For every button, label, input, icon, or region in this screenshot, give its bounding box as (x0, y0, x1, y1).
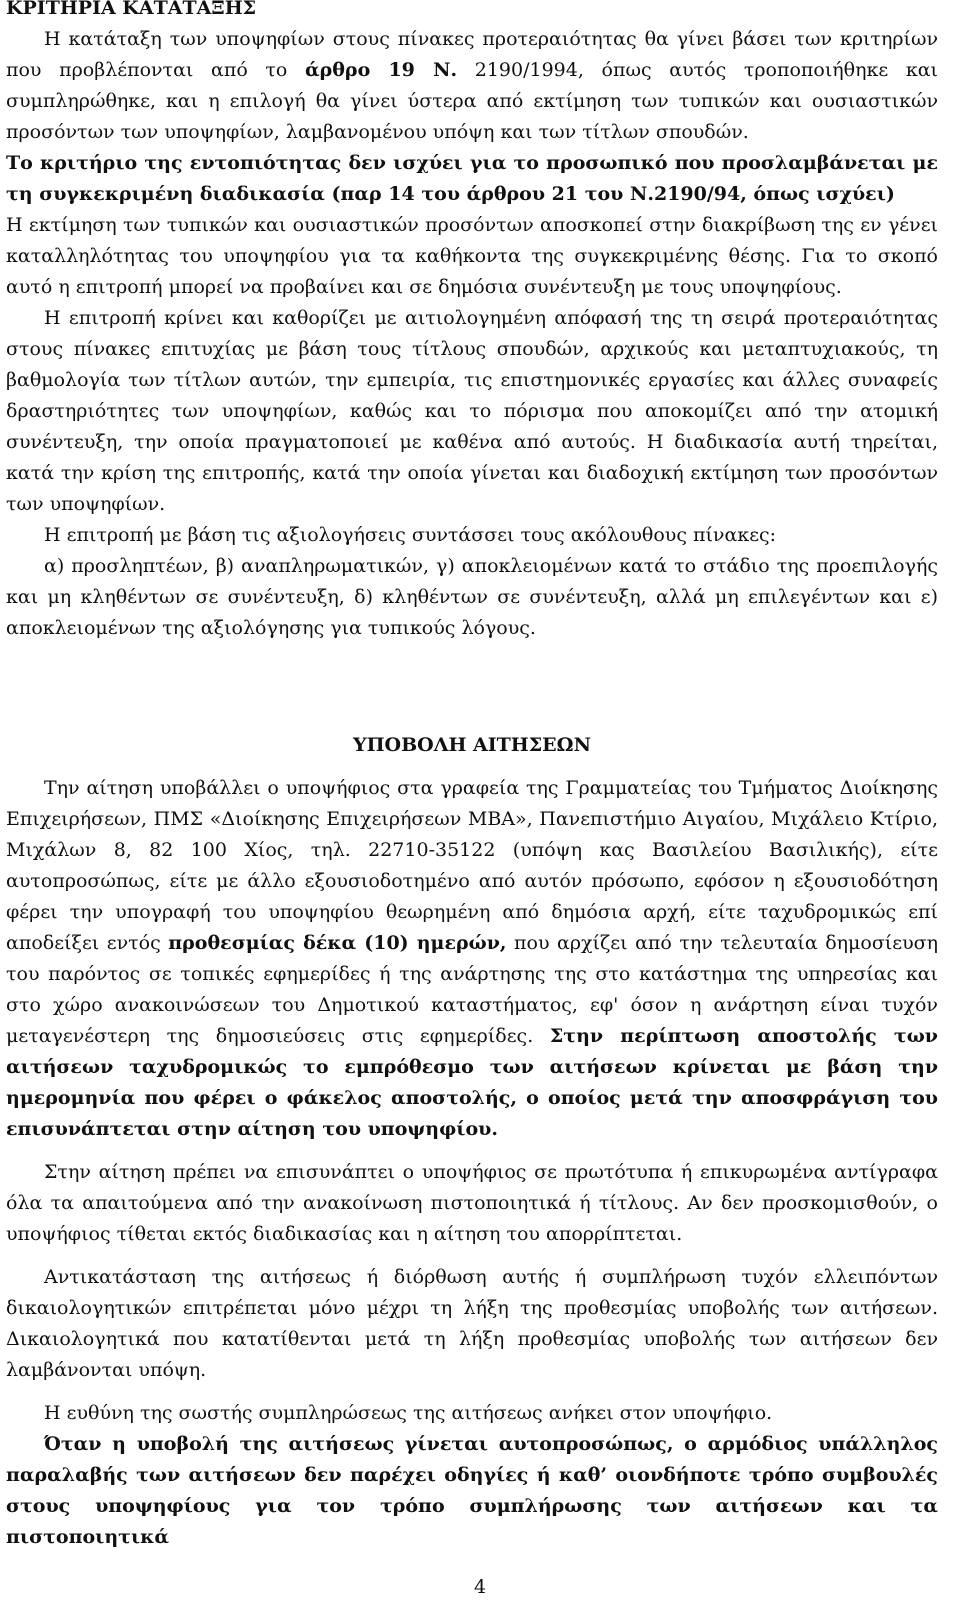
text-run: Η κατάταξη των υποψηφίων στους πίνακες προτεραιότητας θα γίνει βάσει των κριτηρίων που προβλέπονται από το (6, 28, 938, 81)
section-heading-criteria: ΚΡΙΤΗΡΙΑ ΚΑΤΑΤΑΞΗΣ (6, 0, 257, 19)
paragraph-qualifications: Η εκτίμηση των τυπικών και ουσιαστικών προσόντων αποσκοπεί στην διακρίβωση της εν γένει καταλληλότητας του υποψηφίου για τα καθήκοντα της συγκεκριμένης θέσης. Για το σκοπό αυτό η επιτροπή μπορεί να προβαίνει και σε δημόσια συνέντευξη με τους υποψηφίους. (6, 214, 938, 298)
paragraph-in-person-submission: Όταν η υποβολή της αιτήσεως γίνεται αυτοπροσώπως, ο αρμόδιος υπάλληλος παραλαβής των αιτήσεων δεν παρέχει οδηγίες ή καθ’ οιονδήποτε τρόπο συμβουλές στους υποψηφίους για τον τρόπο συμπλήρωσης των αιτήσεων και τα πιστοποιητικά (6, 1433, 938, 1548)
paragraph-tables-list: α) προσληπτέων, β) αναπληρωματικών, γ) αποκλειομένων κατά το στάδιο της προεπιλογής και μη κληθέντων σε συνέντευξη, δ) κληθέντων σε συνέντευξη, αλλά μη επιλεγέντων και ε) αποκλειομένων της αξιολόγησης για τυπικούς λόγους. (6, 555, 938, 639)
paragraph-locality-criterion: Το κριτήριο της εντοπιότητας δεν ισχύει για το προσωπικό που προσλαμβάνεται με τη συγκεκριμένη διαδικασία (παρ 14 του άρθρου 21 του Ν.2190/94, όπως ισχύει) (6, 152, 938, 205)
page-number: 4 (473, 1576, 487, 1598)
text-run: 2190/1994, όπως αυτός τροποποιήθηκε και συμπληρώθηκε, και η επιλογή θα γίνει ύστερα από εκτίμηση των τυπικών και ουσιαστικών προσόντων των υποψηφίων, λαμβανομένου υπόψη και των τίτλων σπουδών. (6, 59, 939, 143)
paragraph-submission (6, 773, 938, 1145)
paragraph-responsibility: Η ευθύνη της σωστής συμπληρώσεως της αιτήσεως ανήκει στον υποψήφιο. (44, 1402, 773, 1424)
text-run: Την αίτηση υποβάλλει ο υποψήφιος στα γραφεία της Γραμματείας του Τμήματος Διοίκησης Επιχειρήσεων, ΠΜΣ «Διοίκησης Επιχειρήσεων MBA», Πανεπιστήμιο Αιγαίου, Μιχάλειο Κτίριο, Μιχάλων 8, 82 100 Χίος, τηλ. 22710-35122 (υπόψη κας Βασιλείου Βασιλικής), είτε αυτοπροσώπως, είτε με άλλο εξουσιοδοτημένο από αυτόν πρόσωπο, εφόσον η εξουσιοδότηση φέρει την υπογραφή του υποψηφίου θεωρημένη από δημόσια αρχή, είτε ταχυδρομικώς επί αποδείξει εντός (6, 777, 938, 954)
paragraph-attachments: Στην αίτηση πρέπει να επισυνάπτει ο υποψήφιος σε πρωτότυπα ή επικυρωμένα αντίγραφα όλα τα απαιτούμενα από την ανακοίνωση πιστοποιητικά ή τίτλους. Αν δεν προσκομισθούν, ο υποψήφιος τίθεται εκτός διαδικασίας και η αίτηση του απορρίπτεται. (6, 1161, 938, 1245)
bold-text-run: προθεσμίας δέκα (10) ημερών, (168, 932, 507, 954)
bold-text-run: Στην περίπτωση αποστολής των αιτήσεων ταχυδρομικώς το εμπρόθεσμο των αιτήσεων κρίνεται με βάση την ημερομηνία που φέρει ο φάκελος αποστολής, ο οποίος μετά την αποσφράγιση του επισυνάπτεται στην αίτηση του υποψηφίου. (6, 1025, 938, 1140)
section-heading-submission: ΥΠΟΒΟΛΗ ΑΙΤΗΣΕΩΝ (353, 734, 591, 756)
paragraph-ranking-basis (6, 24, 938, 148)
paragraph-committee-decision: Η επιτροπή κρίνει και καθορίζει με αιτιολογημένη απόφασή της τη σειρά προτεραιότητας στους πίνακες επιτυχίας με βάση τους τίτλους σπουδών, αρχικούς και μεταπτυχιακούς, τη βαθμολογία των τίτλων αυτών, την εμπειρία, τις επιστημονικές εργασίες και άλλες συναφείς δραστηριότητες των υποψηφίων, καθώς και το πόρισμα που αποκομίζει από την ατομική συνέντευξη, την οποία πραγματοποιεί με καθένα από αυτούς. Η διαδικασία αυτή τηρείται, κατά την κρίση της επιτροπής, κατά την οποία γίνεται και διαδοχική εκτίμηση των προσόντων των υποψηφίων. (6, 307, 938, 515)
bold-text-run: άρθρο 19 Ν. (305, 59, 458, 81)
paragraph-replacement: Αντικατάσταση της αιτήσεως ή διόρθωση αυτής ή συμπλήρωση τυχόν ελλειπόντων δικαιολογητικών επιτρέπεται μόνο μέχρι τη λήξη της προθεσμίας υποβολής των αιτήσεων. Δικαιολογητικά που κατατίθενται μετά τη λήξη προθεσμίας υποβολής των αιτήσεων δεν λαμβάνονται υπόψη. (6, 1266, 938, 1381)
paragraph-tables-intro: Η επιτροπή με βάση τις αξιολογήσεις συντάσσει τους ακόλουθους πίνακες: (44, 524, 777, 546)
text-run: που αρχίζει από την τελευταία δημοσίευση του παρόντος σε τοπικές εφημερίδες ή της ανάρτησης της στο κατάστημα της υπηρεσίας και στο χώρο ανακοινώσεων του Δημοτικού καταστήματος, εφ' όσον η ανάρτηση είναι τυχόν μεταγενέστερη της δημοσιεύσεις στις εφημερίδες. (6, 932, 938, 1047)
